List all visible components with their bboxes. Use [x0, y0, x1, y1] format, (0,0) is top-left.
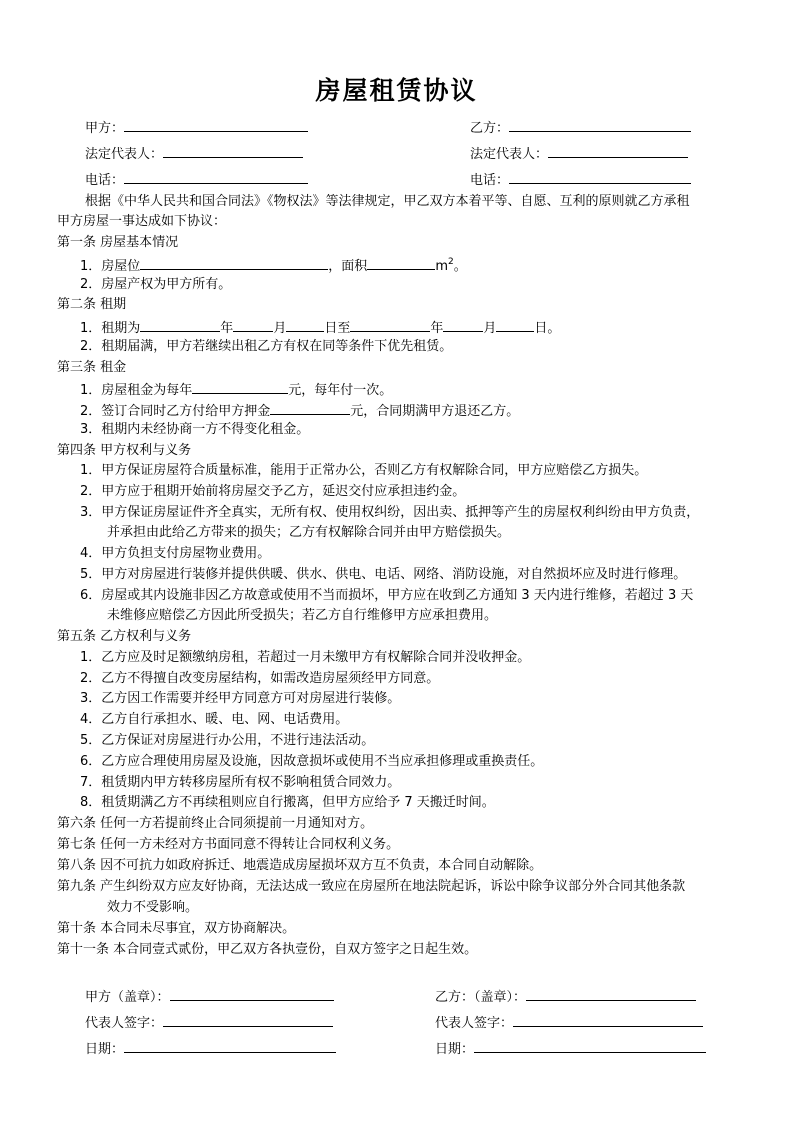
article-10: 第十条 本合同未尽事宜，双方协商解决。	[57, 921, 296, 936]
phone-b-row	[470, 168, 691, 191]
phone-a-row	[85, 168, 308, 191]
item-text: 元，合同期满甲方退还乙方。	[350, 404, 520, 419]
item-text: 元，每年付一次。	[288, 383, 393, 398]
article-1-item-2: 2．房屋产权为甲方所有。	[80, 277, 232, 292]
article-5-item-7: 7．租赁期内甲方转移房屋所有权不影响租赁合同效力。	[80, 775, 401, 790]
sign-party-b-row	[435, 985, 696, 1008]
item-text: 1．房屋租金为每年	[80, 383, 193, 398]
sign-rep-a-label: 代表人签字：	[85, 1016, 164, 1031]
party-a-field[interactable]	[124, 116, 308, 132]
preamble-line-1: 根据《中华人民共和国合同法》《物权法》等法律规定，甲乙双方本着平等、自愿、互利的原则就乙方承租	[85, 194, 690, 209]
party-b-row	[470, 116, 691, 139]
article-5-item-1: 1．乙方应及时足额缴纳房租，若超过一月未缴甲方有权解除合同并没收押金。	[80, 650, 531, 665]
sign-date-a-row	[85, 1037, 336, 1060]
sign-rep-a-row	[85, 1011, 333, 1034]
annual-rent-field[interactable]	[192, 378, 288, 394]
year-text: 年	[220, 321, 234, 336]
start-month-field[interactable]	[233, 316, 273, 332]
article-3-heading: 第三条 租金	[57, 360, 127, 375]
item-text: 。	[453, 259, 467, 274]
item-number: 1．	[80, 321, 102, 336]
item-text: 租期为	[101, 321, 141, 336]
article-4-item-6-cont: 未维修应赔偿乙方因此所受损失；若乙方自行维修甲方应承担费用。	[107, 608, 498, 623]
article-4-item-4: 4．甲方负担支付房屋物业费用。	[80, 546, 271, 561]
sign-party-a-label: 甲方（盖章）：	[85, 990, 170, 1005]
month-text: 月	[273, 321, 287, 336]
legal-rep-a-field[interactable]	[163, 142, 303, 158]
article-9-cont: 效力不受影响。	[107, 900, 199, 915]
article-4-item-6: 6．房屋或其内设施非因乙方故意或使用不当而损坏，甲方应在收到乙方通知 3 天内进行维修，若超过 3 天	[80, 588, 694, 603]
article-2-heading: 第二条 租期	[57, 297, 127, 312]
sign-rep-b-field[interactable]	[513, 1011, 703, 1027]
article-5-item-6: 6．乙方应合理使用房屋及设施，因故意损坏或使用不当应承担修理或重换责任。	[80, 754, 544, 769]
document-title: 房屋租赁协议	[315, 76, 478, 105]
party-a-row	[85, 116, 308, 139]
end-day-field[interactable]	[496, 316, 534, 332]
article-11: 第十一条 本合同壹式贰份，甲乙双方各执壹份，自双方签字之日起生效。	[57, 942, 478, 957]
article-5-item-2: 2．乙方不得擅自改变房屋结构，如需改造房屋须经甲方同意。	[80, 671, 440, 686]
legal-rep-b-row	[470, 142, 688, 165]
day-end-text: 日。	[534, 321, 561, 336]
phone-a-label: 电话：	[85, 173, 125, 188]
sign-date-a-label: 日期：	[85, 1042, 125, 1057]
party-b-label: 乙方：	[470, 121, 510, 136]
sign-party-a-row	[85, 985, 334, 1008]
article-9: 第九条 产生纠纷双方应友好协商，无法达成一致应在房屋所在地法院起诉，诉讼中除争议部分外合同其他条款	[57, 879, 686, 894]
article-7: 第七条 任何一方未经对方书面同意不得转让合同权利义务。	[57, 837, 400, 852]
article-5-item-4: 4．乙方自行承担水、暖、电、网、电话费用。	[80, 712, 349, 727]
article-3-item-2	[80, 399, 519, 422]
article-2-item-2: 2．租期届满，甲方若继续出租乙方有权在同等条件下优先租赁。	[80, 339, 453, 354]
start-year-field[interactable]	[140, 316, 220, 332]
end-month-field[interactable]	[443, 316, 483, 332]
item-text: 房屋位	[101, 259, 141, 274]
article-5-heading: 第五条 乙方权利与义务	[57, 629, 192, 644]
legal-rep-b-field[interactable]	[548, 142, 688, 158]
article-5-item-3: 3．乙方因工作需要并经甲方同意方可对房屋进行装修。	[80, 691, 401, 706]
article-6: 第六条 任何一方若提前终止合同须提前一月通知对方。	[57, 816, 374, 831]
article-4-item-1: 1．甲方保证房屋符合质量标准，能用于正常办公，否则乙方有权解除合同，甲方应赔偿乙方损失。	[80, 463, 648, 478]
start-day-field[interactable]	[286, 316, 324, 332]
party-b-field[interactable]	[509, 116, 691, 132]
article-1-item-1	[80, 254, 467, 277]
preamble-line-2: 甲方房屋一事达成如下协议：	[57, 214, 227, 229]
article-3-item-1	[80, 378, 392, 401]
sign-party-b-label: 乙方：（盖章）：	[435, 990, 527, 1005]
month-text: 月	[483, 321, 497, 336]
sign-party-a-field[interactable]	[170, 985, 334, 1001]
legal-rep-b-label: 法定代表人：	[470, 147, 549, 162]
party-a-label: 甲方：	[85, 121, 125, 136]
article-1-heading: 第一条 房屋基本情况	[57, 235, 179, 250]
unit-superscript: 2	[447, 257, 454, 267]
property-location-field[interactable]	[140, 254, 328, 270]
item-number: 1．	[80, 259, 102, 274]
sign-date-b-row	[435, 1037, 706, 1060]
unit-text: m	[435, 259, 448, 274]
article-8: 第八条 因不可抗力如政府拆迁、地震造成房屋损坏双方互不负责，本合同自动解除。	[57, 858, 543, 873]
phone-a-field[interactable]	[124, 168, 308, 184]
sign-party-b-field[interactable]	[526, 985, 696, 1001]
sign-rep-b-row	[435, 1011, 703, 1034]
sign-date-b-label: 日期：	[435, 1042, 475, 1057]
article-5-item-5: 5．乙方保证对房屋进行办公用，不进行违法活动。	[80, 733, 375, 748]
year-text: 年	[430, 321, 444, 336]
article-4-item-5: 5．甲方对房屋进行装修并提供供暖、供水、供电、电话、网络、消防设施，对自然损坏应及时进行修理。	[80, 567, 687, 582]
sign-rep-a-field[interactable]	[163, 1011, 333, 1027]
property-area-field[interactable]	[367, 254, 435, 270]
item-text: 2．签订合同时乙方付给甲方押金	[80, 404, 271, 419]
deposit-field[interactable]	[270, 399, 350, 415]
article-4-item-3-cont: 并承担由此给乙方带来的损失；乙方有权解除合同并由甲方赔偿损失。	[107, 525, 511, 540]
legal-rep-a-label: 法定代表人：	[85, 147, 164, 162]
article-5-item-8: 8．租赁期满乙方不再续租则应自行搬离，但甲方应给予 7 天搬迁时间。	[80, 795, 495, 810]
phone-b-field[interactable]	[509, 168, 691, 184]
article-3-item-3: 3．租期内未经协商一方不得变化租金。	[80, 422, 310, 437]
article-4-item-2: 2．甲方应于租期开始前将房屋交予乙方，延迟交付应承担违约金。	[80, 484, 466, 499]
sign-date-a-field[interactable]	[124, 1037, 336, 1053]
phone-b-label: 电话：	[470, 173, 510, 188]
sign-date-b-field[interactable]	[474, 1037, 706, 1053]
article-4-heading: 第四条 甲方权利与义务	[57, 443, 192, 458]
day-to-text: 日至	[324, 321, 351, 336]
item-text: ，面积	[328, 259, 368, 274]
article-2-item-1	[80, 316, 560, 339]
legal-rep-a-row	[85, 142, 303, 165]
sign-rep-b-label: 代表人签字：	[435, 1016, 514, 1031]
end-year-field[interactable]	[350, 316, 430, 332]
article-4-item-3: 3．甲方保证房屋证件齐全真实，无所有权、使用权纠纷，因出卖、抵押等产生的房屋权利纠纷由甲方负责，	[80, 505, 700, 520]
